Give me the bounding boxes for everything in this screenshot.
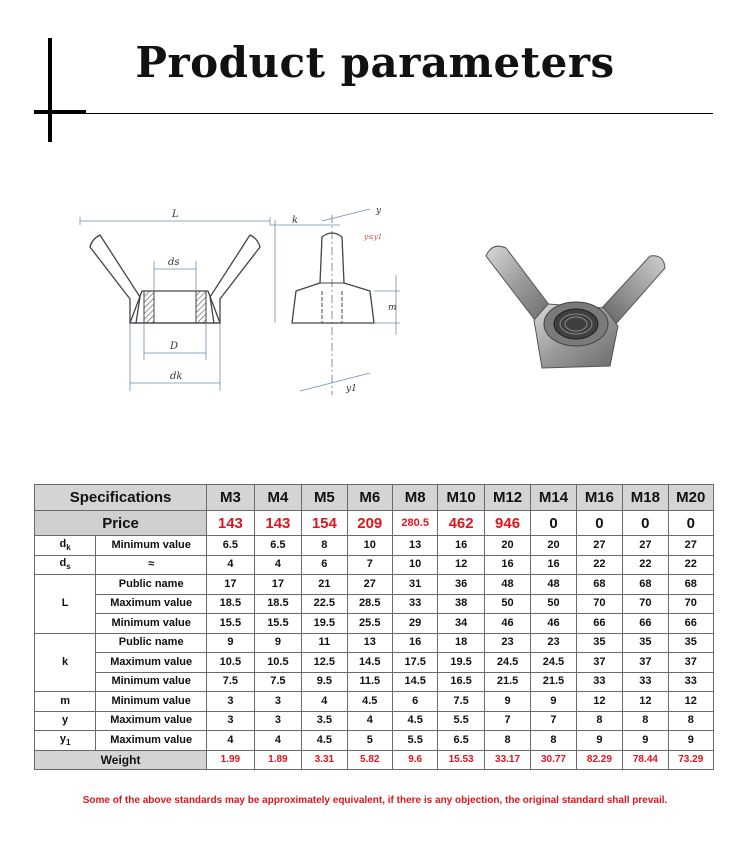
spec-symbol: [35, 711, 96, 731]
spec-value: 13: [392, 536, 437, 556]
spec-value: 15.5: [254, 614, 302, 634]
spec-value: 16: [392, 633, 437, 653]
label-k: k: [292, 215, 299, 226]
symbol-main: y: [59, 732, 66, 745]
spec-value: 18.5: [207, 594, 255, 614]
spec-value: 24.5: [484, 653, 530, 673]
spec-value: 16: [484, 555, 530, 575]
spec-value: 27: [623, 536, 668, 556]
spec-value: 23: [531, 633, 576, 653]
spec-value: 4.5: [347, 692, 392, 712]
spec-value: 3: [254, 692, 302, 712]
spec-symbol: [35, 575, 96, 634]
price-cell: 946: [484, 511, 530, 536]
spec-value: 16: [438, 536, 484, 556]
spec-value: 20: [484, 536, 530, 556]
label-y: y: [376, 206, 382, 216]
spec-value: 4: [254, 555, 302, 575]
spec-value: 66: [623, 614, 668, 634]
price-cell: 0: [576, 511, 622, 536]
spec-value: 12: [438, 555, 484, 575]
spec-value: 68: [668, 575, 713, 595]
spec-value: 33: [392, 594, 437, 614]
spec-value: 35: [576, 633, 622, 653]
price-cell: 143: [207, 511, 255, 536]
spec-value: 35: [668, 633, 713, 653]
spec-value: 14.5: [392, 672, 437, 692]
spec-value: 46: [531, 614, 576, 634]
spec-value: 68: [623, 575, 668, 595]
spec-value: 28.5: [347, 594, 392, 614]
spec-value: 9: [576, 731, 622, 751]
spec-value: 8: [576, 711, 622, 731]
price-header: Price: [35, 511, 207, 536]
spec-value: 48: [484, 575, 530, 595]
spec-value: 7.5: [207, 672, 255, 692]
symbol-subscript: s: [66, 562, 71, 572]
spec-value: 6.5: [207, 536, 255, 556]
size-header: M4: [254, 485, 302, 511]
label-D: D: [170, 341, 179, 352]
price-row: [35, 511, 714, 536]
spec-value: 9: [668, 731, 713, 751]
spec-value: 27: [668, 536, 713, 556]
price-cell: 154: [302, 511, 347, 536]
spec-value: 8: [668, 711, 713, 731]
table-row: [35, 731, 714, 751]
spec-value: 7: [484, 711, 530, 731]
spec-symbol: [35, 555, 96, 575]
spec-value: 3.5: [302, 711, 347, 731]
spec-value: 5.5: [392, 731, 437, 751]
spec-value: 5.5: [438, 711, 484, 731]
front-view: [80, 209, 270, 391]
spec-value: 70: [576, 594, 622, 614]
spec-value: 70: [623, 594, 668, 614]
spec-value: 18: [438, 633, 484, 653]
spec-value: 35: [623, 633, 668, 653]
spec-value: 33: [576, 672, 622, 692]
spec-value: 19.5: [438, 653, 484, 673]
spec-value: 12: [623, 692, 668, 712]
spec-value: 16.5: [438, 672, 484, 692]
spec-description: Maximum value: [96, 711, 207, 731]
wing-nut-photo: [478, 228, 673, 378]
spec-value: 31: [392, 575, 437, 595]
price-cell: 0: [668, 511, 713, 536]
price-cell: 143: [254, 511, 302, 536]
price-cell: 0: [623, 511, 668, 536]
label-y1: y1: [346, 384, 357, 394]
parameters-table: [34, 484, 714, 770]
spec-value: 9: [207, 633, 255, 653]
label-dk: dk: [170, 371, 183, 382]
spec-value: 6: [392, 692, 437, 712]
weight-cell: 73.29: [668, 750, 713, 770]
table-row: [35, 633, 714, 653]
spec-value: 4: [254, 731, 302, 751]
spec-value: 10.5: [254, 653, 302, 673]
spec-value: 12: [668, 692, 713, 712]
spec-value: 7.5: [254, 672, 302, 692]
spec-value: 16: [531, 555, 576, 575]
spec-value: 33: [668, 672, 713, 692]
weight-cell: 3.31: [302, 750, 347, 770]
size-header: M18: [623, 485, 668, 511]
spec-value: 23: [484, 633, 530, 653]
disclaimer-note: Some of the above standards may be approximately equivalent, if there is any objection, the original standard shall prevail.: [82, 795, 668, 806]
spec-value: 4: [347, 711, 392, 731]
spec-value: 22.5: [302, 594, 347, 614]
side-view: [270, 206, 400, 395]
size-header: M20: [668, 485, 713, 511]
spec-value: 29: [392, 614, 437, 634]
spec-value: 22: [623, 555, 668, 575]
table-header-row: [35, 485, 714, 511]
spec-value: 9: [623, 731, 668, 751]
symbol-main: L: [61, 597, 69, 610]
weight-cell: 9.6: [392, 750, 437, 770]
spec-value: 7: [347, 555, 392, 575]
spec-description: Minimum value: [96, 672, 207, 692]
table-row: [35, 711, 714, 731]
size-header: M8: [392, 485, 437, 511]
spec-symbol: [35, 692, 96, 712]
spec-value: 12.5: [302, 653, 347, 673]
spec-value: 7.5: [438, 692, 484, 712]
spec-value: 17: [207, 575, 255, 595]
spec-value: 14.5: [347, 653, 392, 673]
spec-value: 10: [347, 536, 392, 556]
weight-cell: 1.99: [207, 750, 255, 770]
spec-value: 8: [302, 536, 347, 556]
spec-value: 5: [347, 731, 392, 751]
weight-row: [35, 750, 714, 770]
spec-value: 27: [576, 536, 622, 556]
table-row: [35, 692, 714, 712]
label-ds: ds: [168, 257, 180, 268]
spec-value: 4: [302, 692, 347, 712]
price-cell: 0: [531, 511, 576, 536]
price-cell: 462: [438, 511, 484, 536]
symbol-main: m: [60, 694, 70, 707]
spec-value: 21: [302, 575, 347, 595]
weight-cell: 82.29: [576, 750, 622, 770]
table-row: [35, 575, 714, 595]
spec-value: 50: [484, 594, 530, 614]
spec-value: 10: [392, 555, 437, 575]
spec-value: 37: [668, 653, 713, 673]
spec-value: 48: [531, 575, 576, 595]
symbol-main: d: [59, 557, 67, 570]
symbol-main: k: [62, 655, 69, 668]
spec-value: 4.5: [392, 711, 437, 731]
spec-value: 36: [438, 575, 484, 595]
symbol-main: d: [59, 537, 67, 550]
table-row: [35, 672, 714, 692]
spec-value: 13: [347, 633, 392, 653]
label-L: L: [172, 209, 179, 220]
table-row: [35, 653, 714, 673]
spec-value: 7: [531, 711, 576, 731]
spec-value: 4: [207, 731, 255, 751]
spec-value: 21.5: [484, 672, 530, 692]
technical-drawing: [70, 195, 470, 405]
spec-value: 9.5: [302, 672, 347, 692]
table-row: [35, 555, 714, 575]
spec-description: Maximum value: [96, 731, 207, 751]
size-header: M10: [438, 485, 484, 511]
spec-value: 38: [438, 594, 484, 614]
table-row: [35, 614, 714, 634]
symbol-subscript: k: [66, 542, 71, 552]
spec-value: 3: [207, 711, 255, 731]
spec-value: 17: [254, 575, 302, 595]
spec-value: 4: [207, 555, 255, 575]
table-row: [35, 536, 714, 556]
spec-value: 37: [576, 653, 622, 673]
spec-value: 66: [668, 614, 713, 634]
spec-value: 19.5: [302, 614, 347, 634]
spec-value: 25.5: [347, 614, 392, 634]
weight-cell: 30.77: [531, 750, 576, 770]
size-header: M14: [531, 485, 576, 511]
spec-value: 24.5: [531, 653, 576, 673]
spec-value: 11: [302, 633, 347, 653]
spec-description: Public name: [96, 575, 207, 595]
spec-symbol: [35, 536, 96, 556]
spec-value: 8: [623, 711, 668, 731]
spec-value: 66: [576, 614, 622, 634]
price-cell: 209: [347, 511, 392, 536]
spec-value: 22: [668, 555, 713, 575]
size-header: M3: [207, 485, 255, 511]
spec-value: 70: [668, 594, 713, 614]
title-underline: [78, 113, 713, 114]
spec-header: Specifications: [35, 485, 207, 511]
spec-value: 3: [207, 692, 255, 712]
spec-value: 10.5: [207, 653, 255, 673]
spec-description: ≈: [96, 555, 207, 575]
spec-symbol: [35, 633, 96, 692]
size-header: M6: [347, 485, 392, 511]
spec-value: 4.5: [302, 731, 347, 751]
spec-description: Minimum value: [96, 692, 207, 712]
weight-cell: 1.89: [254, 750, 302, 770]
spec-value: 9: [254, 633, 302, 653]
spec-value: 6.5: [254, 536, 302, 556]
weight-cell: 5.82: [347, 750, 392, 770]
spec-value: 11.5: [347, 672, 392, 692]
spec-value: 6.5: [438, 731, 484, 751]
weight-cell: 33.17: [484, 750, 530, 770]
size-header: M5: [302, 485, 347, 511]
spec-value: 46: [484, 614, 530, 634]
spec-description: Maximum value: [96, 653, 207, 673]
page-title: Product parameters: [135, 38, 615, 87]
size-header: M16: [576, 485, 622, 511]
spec-value: 27: [347, 575, 392, 595]
price-cell: 280.5: [392, 511, 437, 536]
spec-value: 18.5: [254, 594, 302, 614]
spec-value: 33: [623, 672, 668, 692]
spec-value: 8: [531, 731, 576, 751]
spec-value: 3: [254, 711, 302, 731]
spec-description: Minimum value: [96, 536, 207, 556]
spec-value: 20: [531, 536, 576, 556]
spec-value: 8: [484, 731, 530, 751]
symbol-subscript: 1: [65, 737, 71, 747]
symbol-main: y: [62, 714, 69, 727]
spec-value: 17.5: [392, 653, 437, 673]
spec-value: 50: [531, 594, 576, 614]
table-row: [35, 594, 714, 614]
spec-value: 21.5: [531, 672, 576, 692]
spec-description: Minimum value: [96, 614, 207, 634]
spec-value: 9: [531, 692, 576, 712]
spec-value: 15.5: [207, 614, 255, 634]
spec-value: 6: [302, 555, 347, 575]
weight-header: Weight: [35, 750, 207, 770]
weight-cell: 78.44: [623, 750, 668, 770]
spec-value: 68: [576, 575, 622, 595]
spec-symbol: [35, 731, 96, 751]
label-y-rel: y≤y1: [364, 233, 383, 241]
spec-value: 34: [438, 614, 484, 634]
weight-cell: 15.53: [438, 750, 484, 770]
spec-value: 12: [576, 692, 622, 712]
spec-description: Public name: [96, 633, 207, 653]
spec-description: Maximum value: [96, 594, 207, 614]
size-header: M12: [484, 485, 530, 511]
label-m: m: [388, 303, 397, 313]
spec-value: 22: [576, 555, 622, 575]
spec-value: 9: [484, 692, 530, 712]
spec-value: 37: [623, 653, 668, 673]
